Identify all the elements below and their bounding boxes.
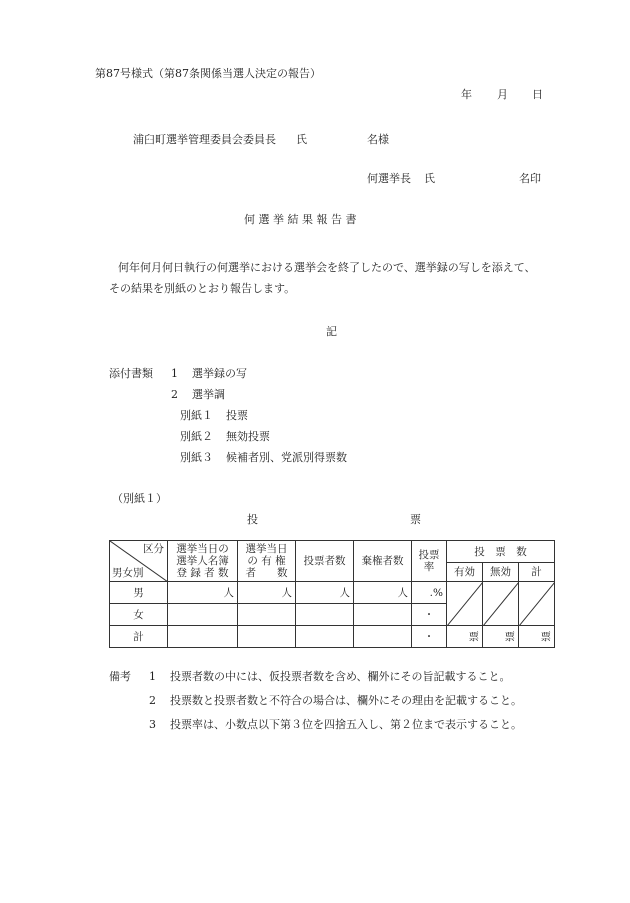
annex-label: （別紙１） xyxy=(112,492,167,505)
unit-hyo: 票 xyxy=(468,630,479,643)
slash-cell xyxy=(447,582,483,626)
date-day: 日 xyxy=(532,88,543,101)
rate-mark: .% xyxy=(429,586,443,599)
table-title-left: 投 xyxy=(247,513,258,526)
cell-eligible-male xyxy=(238,582,296,604)
total-votes-header: 計 xyxy=(519,563,555,582)
cell-empty xyxy=(238,604,296,626)
rate-header xyxy=(412,541,447,582)
cell-empty xyxy=(354,626,412,648)
voters-header: 投票者数 xyxy=(296,541,354,582)
eligible-header-l2: の 有 権 xyxy=(247,555,286,567)
addressee-org: 浦臼町選挙管理委員会委員長 xyxy=(133,133,276,146)
kubun-label: 区分 xyxy=(143,543,164,555)
body-line-1: 何年何月何日執行の何選挙における選挙会を終了したので、選挙録の写しを添えて、 xyxy=(118,261,536,274)
remark-text-2: 投票数と投票者数と不符合の場合は、欄外にその理由を記載すること。 xyxy=(170,694,522,707)
unit-nin: 人 xyxy=(281,586,292,599)
cell-empty xyxy=(296,626,354,648)
sub-item-text-3: 候補者別、党派別得票数 xyxy=(226,451,347,464)
remark-num-2: 2 xyxy=(149,694,156,707)
date-year: 年 xyxy=(461,88,472,101)
registered-header-l2: 選挙人名簿 xyxy=(176,555,229,567)
remark-num-1: 1 xyxy=(149,670,156,683)
ki-heading: 記 xyxy=(326,325,337,338)
cell-empty xyxy=(296,604,354,626)
registered-header-l1: 選挙当日の xyxy=(176,543,229,555)
cell-votes-total xyxy=(519,626,555,648)
cell-registered-male xyxy=(168,582,238,604)
attachment-num-1: 1 xyxy=(171,367,178,380)
slash-cell xyxy=(483,582,519,626)
cell-empty xyxy=(168,604,238,626)
abstain-header: 棄権者数 xyxy=(354,541,412,582)
remark-num-3: 3 xyxy=(149,718,156,731)
report-title: 何 選 挙 結 果 報 告 書 xyxy=(244,213,357,226)
slash-line xyxy=(519,582,555,626)
cell-rate-total: ・ xyxy=(412,626,447,648)
table-row-male xyxy=(110,582,555,604)
attachment-num-2: 2 xyxy=(171,388,178,401)
cell-valid-total xyxy=(447,626,483,648)
sub-item-text-2: 無効投票 xyxy=(226,430,270,443)
addressee-shi: 氏 xyxy=(296,133,307,146)
rate-header-l2: 率 xyxy=(423,561,435,573)
eligible-header-l1: 選挙当日 xyxy=(245,543,288,555)
sub-item-label-1: 別紙１ xyxy=(180,409,213,422)
cell-abstain-male xyxy=(354,582,412,604)
votes-header: 投 票 数 xyxy=(447,541,555,563)
registered-header-l3: 登 録 者 数 xyxy=(176,567,229,579)
slash-line xyxy=(447,582,483,626)
invalid-header: 無効 xyxy=(483,563,519,582)
eligible-header xyxy=(238,541,296,582)
attachment-text-2: 選挙調 xyxy=(192,388,225,401)
cell-empty xyxy=(168,626,238,648)
row-label-female: 女 xyxy=(110,604,168,626)
body-line-2: その結果を別紙のとおり報告します。 xyxy=(109,282,296,295)
cell-invalid-total xyxy=(483,626,519,648)
kubun-header-cell xyxy=(110,541,168,582)
unit-hyo: 票 xyxy=(504,630,515,643)
table-title-right: 票 xyxy=(410,513,421,526)
cell-voters-male xyxy=(296,582,354,604)
cell-rate-female: ・ xyxy=(412,604,447,626)
rate-header-l1: 投票 xyxy=(418,549,440,561)
remark-text-1: 投票者数の中には、仮投票者数を含め、欄外にその旨記載すること。 xyxy=(170,670,511,683)
form-title: 第87号様式（第87条関係当選人決定の報告） xyxy=(95,67,321,80)
cell-empty xyxy=(354,604,412,626)
attachments-label: 添付書類 xyxy=(109,367,153,380)
cell-empty xyxy=(238,626,296,648)
eligible-header-l3: 者 数 xyxy=(245,567,288,579)
row-label-total: 計 xyxy=(110,626,168,648)
unit-nin: 人 xyxy=(339,586,350,599)
table-row-total xyxy=(110,626,555,648)
slash-line xyxy=(483,582,519,626)
sub-item-label-3: 別紙３ xyxy=(180,451,213,464)
sender-shi: 氏 xyxy=(424,172,435,185)
remark-text-3: 投票率は、小数点以下第３位を四捨五入し、第２位まで表示すること。 xyxy=(170,718,522,731)
addressee-sama: 名様 xyxy=(367,133,389,146)
sender-seal: 名印 xyxy=(519,172,541,185)
unit-nin: 人 xyxy=(397,586,408,599)
voting-table xyxy=(109,540,555,648)
unit-hyo: 票 xyxy=(540,630,552,643)
cell-rate-male xyxy=(412,582,447,604)
remarks-label: 備考 xyxy=(109,670,131,683)
date-month: 月 xyxy=(497,88,508,101)
sub-item-text-1: 投票 xyxy=(226,409,248,422)
danjo-label: 男女別 xyxy=(112,567,144,579)
slash-cell xyxy=(519,582,555,626)
sub-item-label-2: 別紙２ xyxy=(180,430,213,443)
attachment-text-1: 選挙録の写 xyxy=(192,367,247,380)
unit-nin: 人 xyxy=(223,586,234,599)
valid-header: 有効 xyxy=(447,563,483,582)
sender-title: 何選挙長 xyxy=(367,172,411,185)
registered-header xyxy=(168,541,238,582)
row-label-male: 男 xyxy=(110,582,168,604)
